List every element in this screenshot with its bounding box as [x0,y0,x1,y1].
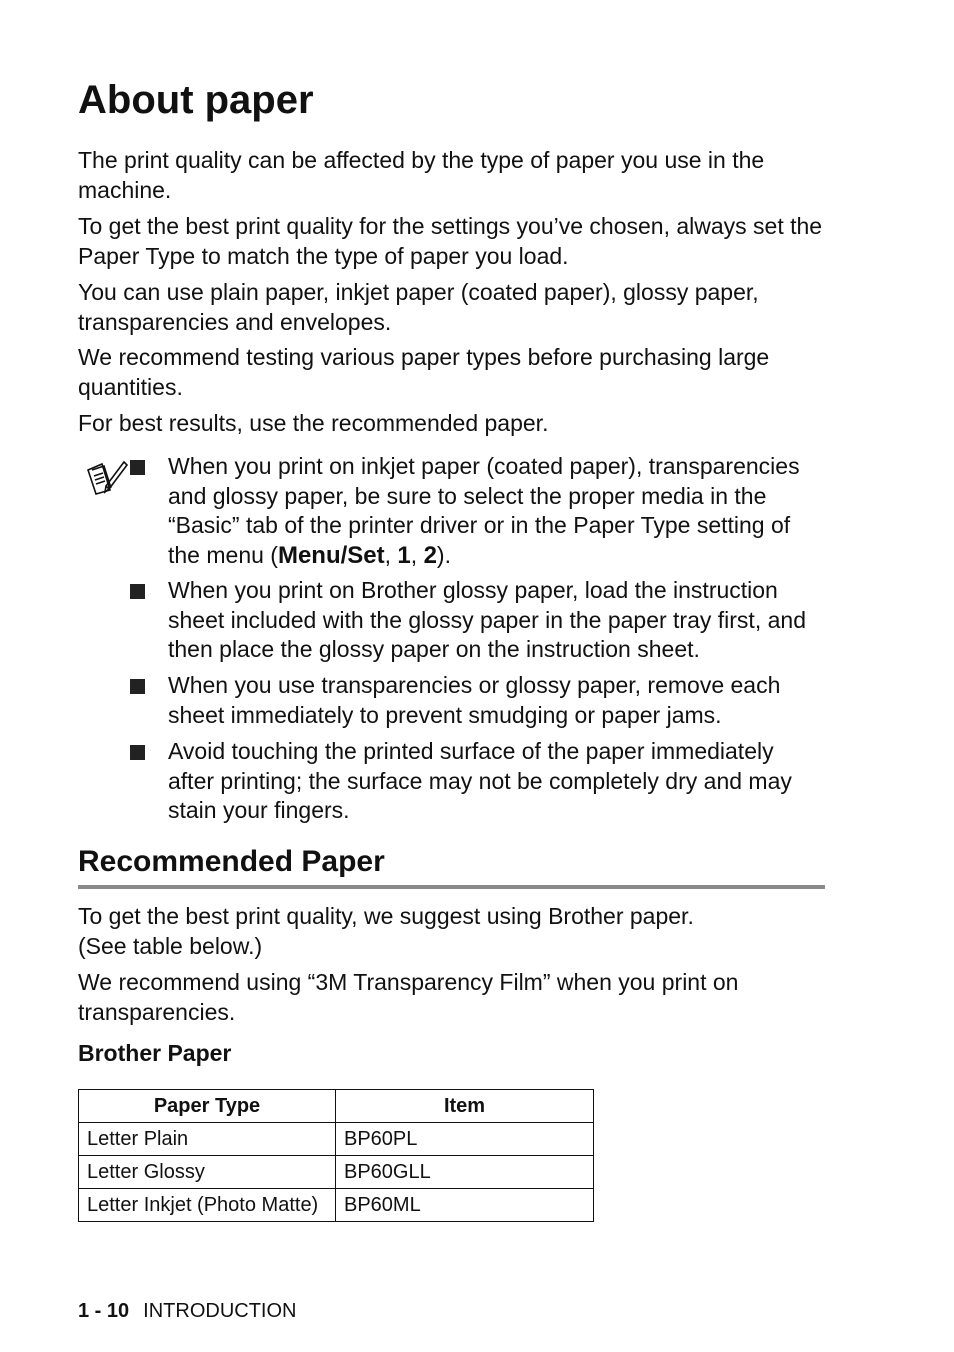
menu-key-label: Menu/Set [277,541,385,569]
note-text: Avoid touching the printed surface of the paper immediately after printing; the surface may not be completely dry and may stain your fingers. [168,738,792,823]
chapter-name: INTRODUCTION [143,1300,297,1322]
section-title: Recommended Paper [78,845,385,878]
note-pencil-icon [84,456,128,496]
table-row [79,1189,594,1222]
bullet-square-icon [130,679,145,694]
bullet-square-icon [130,584,145,599]
menu-key-label: 1 [397,541,411,569]
table-header-row [79,1090,594,1123]
column-header-paper-type: Paper Type [79,1090,336,1123]
table-row [79,1156,594,1189]
cell-paper-type: Letter Plain [79,1123,336,1156]
intro-paragraph-5: For best results, use the recommended paper. [78,410,549,436]
note-text: When you print on inkjet paper (coated paper), transparencies and glossy paper, be sure to select the proper media in the “Basic” tab of the printer driver or in the Paper Type setting of the menu (Menu/Set, 1, 2). [168,453,800,569]
section-divider [78,885,825,889]
cell-item: BP60ML [336,1189,594,1222]
note-text: When you use transparencies or glossy paper, remove each sheet immediately to prevent smudging or paper jams. [168,672,781,728]
intro-paragraph-2: To get the best print quality for the settings you’ve chosen, always set the Paper Type to match the type of paper you load. [78,213,823,269]
subsection-title: Brother Paper [78,1040,232,1066]
cell-item: BP60GLL [336,1156,594,1189]
menu-key-label: 2 [423,541,437,569]
page-number: 1 - 10 [78,1300,130,1322]
page-title: About paper [78,78,314,122]
section-paragraph-2: We recommend using “3M Transparency Film” when you print on transparencies. [78,969,739,1025]
cell-paper-type: Letter Inkjet (Photo Matte) [79,1189,336,1222]
intro-paragraph-4: We recommend testing various paper types before purchasing large quantities. [78,344,770,400]
brother-paper-table [78,1089,594,1222]
column-header-item: Item [336,1090,594,1123]
section-paragraph-1: To get the best print quality, we suggest using Brother paper. (See table below.) [78,903,694,959]
page-footer [78,1300,296,1323]
intro-paragraph-3: You can use plain paper, inkjet paper (coated paper), glossy paper, transparencies and envelopes. [78,279,759,335]
bullet-square-icon [130,745,145,760]
cell-paper-type: Letter Glossy [79,1156,336,1189]
cell-item: BP60PL [336,1123,594,1156]
intro-paragraph-1: The print quality can be affected by the type of paper you use in the machine. [78,147,765,203]
bullet-square-icon [130,460,145,475]
table-row [79,1123,594,1156]
note-text: When you print on Brother glossy paper, load the instruction sheet included with the glossy paper in the paper tray first, and then place the glossy paper on the instruction sheet. [168,577,806,662]
